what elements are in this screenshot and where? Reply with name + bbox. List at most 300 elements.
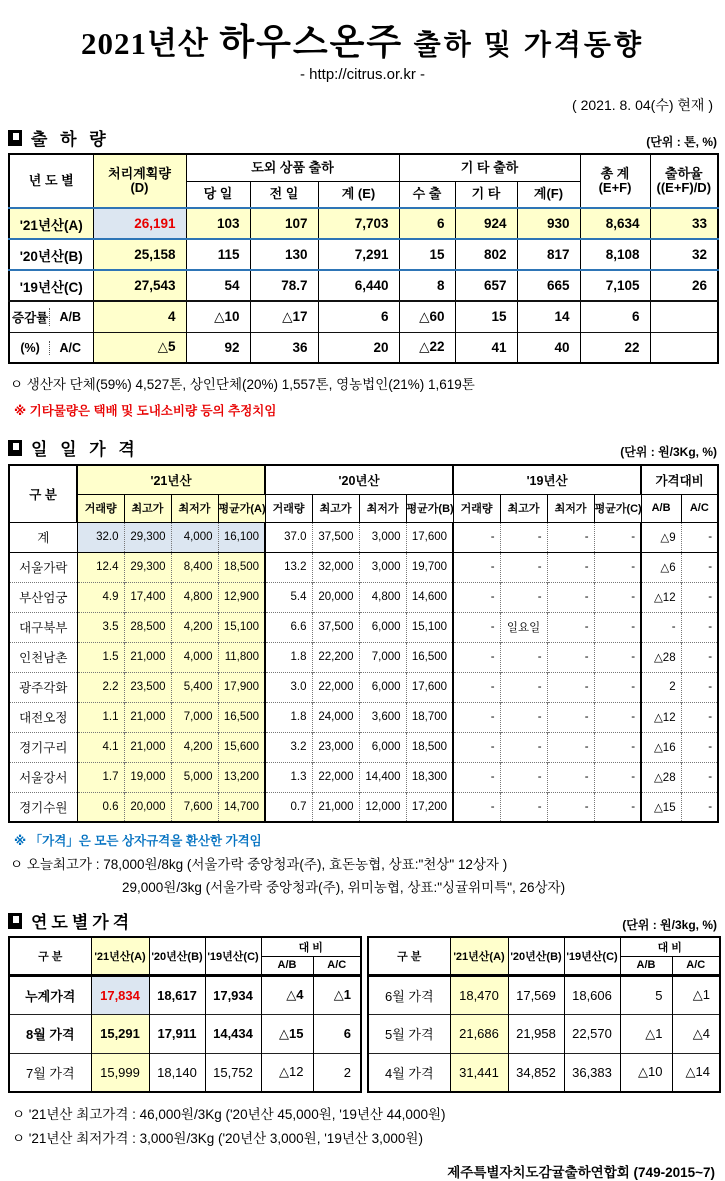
data-cell: 3,000 (359, 552, 406, 582)
data-cell: 3,000 (359, 522, 406, 552)
data-cell: 92 (186, 332, 250, 363)
data-cell: 15,291 (91, 1014, 149, 1053)
data-cell: 3,600 (359, 702, 406, 732)
data-cell: 1.7 (77, 762, 124, 792)
row-label: 대구북부 (9, 612, 77, 642)
table-row (9, 239, 718, 270)
row-label (9, 332, 93, 363)
data-cell: △10 (620, 1053, 672, 1092)
data-cell: 25,158 (93, 239, 186, 270)
data-cell: - (547, 552, 594, 582)
data-cell: 16,500 (218, 702, 265, 732)
data-cell: 40 (517, 332, 580, 363)
data-cell: △1 (313, 975, 361, 1014)
data-cell: 18,300 (406, 762, 453, 792)
data-cell: 4,000 (171, 642, 218, 672)
table-row (9, 270, 718, 301)
data-cell: 18,500 (406, 732, 453, 762)
col-header-ab: A/B (641, 494, 681, 522)
data-cell: 14,434 (205, 1014, 261, 1053)
table-row (9, 792, 718, 822)
data-cell: - (500, 702, 547, 732)
row-label: 서울가락 (9, 552, 77, 582)
yearly-tables (8, 936, 717, 1093)
col-header-total-line2: (E+F) (598, 180, 632, 195)
group-header-y21: '21년산 (77, 465, 265, 494)
row-label: 광주각화 (9, 672, 77, 702)
data-cell: 6 (318, 301, 399, 332)
data-cell: 17,600 (406, 522, 453, 552)
table-row (9, 332, 718, 363)
data-cell: 7,291 (318, 239, 399, 270)
data-cell: 5,000 (171, 762, 218, 792)
table-row (9, 975, 361, 1014)
data-cell: 일요일 (500, 612, 547, 642)
col-header-high-21: 최고가 (124, 494, 171, 522)
row-label: 계 (9, 522, 77, 552)
data-cell: △22 (399, 332, 455, 363)
data-cell: - (547, 522, 594, 552)
data-cell: △12 (641, 702, 681, 732)
col-header-rate (650, 154, 718, 208)
group-header-compare: 가격대비 (641, 465, 718, 494)
data-cell: 1.3 (265, 762, 312, 792)
row-label: 경기수원 (9, 792, 77, 822)
col-header-offisland: 도외 상품 출하 (186, 154, 399, 181)
data-cell: 3.2 (265, 732, 312, 762)
data-cell (650, 332, 718, 363)
col-header-y20b: '20년산(B) (508, 937, 564, 975)
section-box-icon (8, 913, 22, 929)
col-header-etc: 기 타 (455, 181, 517, 208)
col-header-total-line1: 총 계 (600, 166, 630, 182)
data-cell: 6 (313, 1014, 361, 1053)
data-cell: 7,600 (171, 792, 218, 822)
data-cell: 26,191 (93, 208, 186, 239)
data-cell: - (594, 642, 641, 672)
producer-note: ㅇ 생산자 단체(59%) 4,527톤, 상인단체(20%) 1,557톤, 영농법인(21%) 1,619톤 (10, 377, 475, 392)
data-cell: - (641, 612, 681, 642)
data-cell: 817 (517, 239, 580, 270)
data-cell: 930 (517, 208, 580, 239)
data-cell: 1.8 (265, 702, 312, 732)
data-cell: 17,900 (218, 672, 265, 702)
data-cell: 17,834 (91, 975, 149, 1014)
data-cell (650, 301, 718, 332)
col-header-compare: 대 비 (620, 937, 720, 956)
yearly-unit: (단위 : 원/3kg, %) (622, 918, 717, 932)
section-shipment-label: 출 하 량 (31, 130, 110, 149)
data-cell: 26 (650, 270, 718, 301)
table-row (9, 732, 718, 762)
daily-price-table (8, 464, 719, 823)
data-cell: 14,700 (218, 792, 265, 822)
row-label: 5월 가격 (368, 1014, 450, 1053)
data-cell: - (681, 612, 718, 642)
col-header-rate-line2: ((E+F)/D) (656, 180, 712, 195)
data-cell: - (453, 702, 500, 732)
data-cell: 17,934 (205, 975, 261, 1014)
data-cell: 4.1 (77, 732, 124, 762)
col-header-ac: A/C (313, 956, 361, 975)
col-header-sameday: 당 일 (186, 181, 250, 208)
data-cell: - (681, 792, 718, 822)
data-cell: 21,958 (508, 1014, 564, 1053)
daily-unit: (단위 : 원/3Kg, %) (620, 445, 717, 459)
data-cell: - (547, 672, 594, 702)
data-cell: 22 (580, 332, 650, 363)
data-cell: 107 (250, 208, 318, 239)
data-cell: 21,686 (450, 1014, 508, 1053)
shipment-table (8, 153, 719, 364)
col-header-avgA: 평균가(A) (218, 494, 265, 522)
col-header-gubun: 구 분 (9, 937, 91, 975)
data-cell: - (453, 672, 500, 702)
page-title (0, 14, 725, 65)
row-label: '21년산(A) (9, 208, 93, 239)
data-cell: 18,700 (406, 702, 453, 732)
data-cell: - (547, 582, 594, 612)
data-cell: 18,606 (564, 975, 620, 1014)
data-cell: △28 (641, 642, 681, 672)
table-row (368, 1053, 720, 1092)
data-cell: - (500, 522, 547, 552)
data-cell: 8,108 (580, 239, 650, 270)
col-header-qty-21: 거래량 (77, 494, 124, 522)
data-cell: - (594, 582, 641, 612)
data-cell: 14,600 (406, 582, 453, 612)
data-cell: - (681, 732, 718, 762)
data-cell: 22,000 (312, 762, 359, 792)
data-cell: - (594, 792, 641, 822)
etc-volume-note: ※ 기타물량은 택배 및 도내소비량 등의 추정치임 (14, 404, 277, 418)
section-box-icon (8, 130, 22, 146)
table-row (368, 1014, 720, 1053)
data-cell: 6,000 (359, 612, 406, 642)
data-cell: - (547, 792, 594, 822)
table-row (9, 301, 718, 332)
col-header-export: 수 출 (399, 181, 455, 208)
data-cell: 18,617 (149, 975, 205, 1014)
data-cell: △12 (641, 582, 681, 612)
col-header-y19c: '19년산(C) (564, 937, 620, 975)
data-cell: 7,105 (580, 270, 650, 301)
table-row (9, 612, 718, 642)
data-cell: 34,852 (508, 1053, 564, 1092)
data-cell: 15,752 (205, 1053, 261, 1092)
data-cell: △4 (672, 1014, 720, 1053)
data-cell: - (453, 582, 500, 612)
data-cell: 22,570 (564, 1014, 620, 1053)
data-cell: 78.7 (250, 270, 318, 301)
data-cell: 36,383 (564, 1053, 620, 1092)
data-cell: △4 (261, 975, 313, 1014)
data-cell: 18,140 (149, 1053, 205, 1092)
data-cell: 8 (399, 270, 455, 301)
data-cell: 2 (313, 1053, 361, 1092)
section-daily-label: 일 일 가 격 (31, 440, 139, 459)
data-cell: 21,000 (124, 732, 171, 762)
data-cell: 6.6 (265, 612, 312, 642)
data-cell: 130 (250, 239, 318, 270)
data-cell: 21,000 (124, 702, 171, 732)
data-cell: △15 (641, 792, 681, 822)
data-cell: 23,000 (312, 732, 359, 762)
today-high-note: ㅇ 오늘최고가 : 78,000원/8kg (서울가락 중앙청과(주), 효돈농협, 상표:"천상" 12상자 ) (10, 857, 508, 872)
data-cell: 5 (620, 975, 672, 1014)
data-cell: - (500, 672, 547, 702)
data-cell: - (547, 702, 594, 732)
row-label: 대전오정 (9, 702, 77, 732)
table-row (9, 582, 718, 612)
data-cell: 17,600 (406, 672, 453, 702)
data-cell: - (453, 552, 500, 582)
data-cell: 3.5 (77, 612, 124, 642)
report-date: ( 2021. 8. 04(수) 현재 ) (572, 97, 713, 113)
data-cell: 13.2 (265, 552, 312, 582)
data-cell: 32.0 (77, 522, 124, 552)
data-cell: 8,634 (580, 208, 650, 239)
data-cell: 54 (186, 270, 250, 301)
data-cell: 29,300 (124, 522, 171, 552)
data-cell: 17,569 (508, 975, 564, 1014)
data-cell: △5 (93, 332, 186, 363)
data-cell: 3.0 (265, 672, 312, 702)
data-cell: 7,000 (171, 702, 218, 732)
data-cell: 15 (455, 301, 517, 332)
data-cell: 29,300 (124, 552, 171, 582)
col-header-ac: A/C (672, 956, 720, 975)
data-cell: - (594, 762, 641, 792)
data-cell: - (594, 522, 641, 552)
data-cell: 15,999 (91, 1053, 149, 1092)
row-label: '19년산(C) (9, 270, 93, 301)
data-cell: - (453, 642, 500, 672)
table-row (9, 702, 718, 732)
data-cell: △1 (620, 1014, 672, 1053)
data-cell: 16,500 (406, 642, 453, 672)
data-cell: - (594, 552, 641, 582)
data-cell: - (453, 792, 500, 822)
data-cell: 18,500 (218, 552, 265, 582)
data-cell: 4,800 (171, 582, 218, 612)
data-cell: 32,000 (312, 552, 359, 582)
data-cell: 4 (93, 301, 186, 332)
row-label-part: A/C (59, 340, 81, 355)
row-label: 7월 가격 (9, 1053, 91, 1092)
col-header-ab: A/B (261, 956, 313, 975)
row-label: 인천남촌 (9, 642, 77, 672)
site-url[interactable]: - http://citrus.or.kr - (299, 66, 426, 83)
data-cell: 19,700 (406, 552, 453, 582)
row-label-part: (%) (12, 341, 50, 355)
data-cell: 22,200 (312, 642, 359, 672)
yearly-table-left (8, 936, 362, 1093)
data-cell: 657 (455, 270, 517, 301)
table-row (9, 522, 718, 552)
data-cell: 11,800 (218, 642, 265, 672)
data-cell: △1 (672, 975, 720, 1014)
col-header-qty-20: 거래량 (265, 494, 312, 522)
data-cell: △60 (399, 301, 455, 332)
table-row (9, 762, 718, 792)
data-cell: 14,400 (359, 762, 406, 792)
data-cell: 7,000 (359, 642, 406, 672)
data-cell: 13,200 (218, 762, 265, 792)
section-daily-title (8, 435, 139, 460)
data-cell: 0.6 (77, 792, 124, 822)
data-cell: 1.8 (265, 642, 312, 672)
data-cell: △9 (641, 522, 681, 552)
data-cell: - (547, 612, 594, 642)
col-header-y19c: '19년산(C) (205, 937, 261, 975)
data-cell: - (681, 702, 718, 732)
row-label: 서울강서 (9, 762, 77, 792)
data-cell: 2 (641, 672, 681, 702)
data-cell: 21,000 (312, 792, 359, 822)
data-cell: 6,440 (318, 270, 399, 301)
data-cell: 12,000 (359, 792, 406, 822)
col-header-total (580, 154, 650, 208)
year-low-note: ㅇ '21년산 최저가격 : 3,000원/3Kg ('20년산 3,000원, '19년산 3,000원) (12, 1131, 423, 1146)
data-cell: 17,200 (406, 792, 453, 822)
shipment-unit: (단위 : 톤, %) (646, 135, 717, 149)
col-header-low-19: 최저가 (547, 494, 594, 522)
data-cell: - (500, 762, 547, 792)
col-header-y20b: '20년산(B) (149, 937, 205, 975)
col-header-ac: A/C (681, 494, 718, 522)
data-cell: 665 (517, 270, 580, 301)
col-header-prevday: 전 일 (250, 181, 318, 208)
section-box-icon (8, 440, 22, 456)
data-cell: 4,000 (171, 522, 218, 552)
data-cell: △6 (641, 552, 681, 582)
row-label (9, 301, 93, 332)
col-header-plan-line2: (D) (130, 180, 149, 195)
row-label-part: A/B (59, 309, 81, 324)
col-header-gubun: 구 분 (9, 465, 77, 522)
row-label: 6월 가격 (368, 975, 450, 1014)
data-cell: - (681, 642, 718, 672)
col-header-plan (93, 154, 186, 208)
col-header-ab: A/B (620, 956, 672, 975)
col-header-rate-line1: 출하율 (664, 166, 703, 182)
data-cell: 12,900 (218, 582, 265, 612)
data-cell: 0.7 (265, 792, 312, 822)
section-yearly-title (8, 908, 133, 933)
data-cell: - (594, 732, 641, 762)
data-cell: 20 (318, 332, 399, 363)
data-cell: 6,000 (359, 732, 406, 762)
data-cell: - (594, 612, 641, 642)
data-cell: 5.4 (265, 582, 312, 612)
data-cell: △12 (261, 1053, 313, 1092)
data-cell: 27,543 (93, 270, 186, 301)
col-header-low-21: 최저가 (171, 494, 218, 522)
data-cell: △15 (261, 1014, 313, 1053)
data-cell: 5,400 (171, 672, 218, 702)
data-cell: - (500, 642, 547, 672)
data-cell: 41 (455, 332, 517, 363)
col-header-plan-line1: 처리계획량 (108, 166, 171, 182)
col-header-y21a: '21년산(A) (450, 937, 508, 975)
data-cell: 21,000 (124, 642, 171, 672)
data-cell: 28,500 (124, 612, 171, 642)
data-cell: 20,000 (124, 792, 171, 822)
col-header-y21a: '21년산(A) (91, 937, 149, 975)
data-cell: 103 (186, 208, 250, 239)
data-cell: - (547, 762, 594, 792)
data-cell: 19,000 (124, 762, 171, 792)
col-header-avgC: 평균가(C) (594, 494, 641, 522)
section-yearly-header (8, 908, 717, 933)
data-cell: 8,400 (171, 552, 218, 582)
group-header-y19: '19년산 (453, 465, 641, 494)
title-year: 2021년산 (80, 26, 209, 61)
section-shipment-header (8, 125, 717, 150)
row-label: 8월 가격 (9, 1014, 91, 1053)
row-label: 누계가격 (9, 975, 91, 1014)
data-cell: - (681, 552, 718, 582)
data-cell: - (500, 552, 547, 582)
data-cell: 15,100 (218, 612, 265, 642)
data-cell: 33 (650, 208, 718, 239)
row-label: 경기구리 (9, 732, 77, 762)
data-cell: 32 (650, 239, 718, 270)
data-cell: 924 (455, 208, 517, 239)
data-cell: 6 (399, 208, 455, 239)
data-cell: - (500, 732, 547, 762)
col-header-compare: 대 비 (261, 937, 361, 956)
data-cell: - (594, 672, 641, 702)
col-header-qty-19: 거래량 (453, 494, 500, 522)
section-daily-header (8, 435, 717, 460)
data-cell: 24,000 (312, 702, 359, 732)
yearly-table-right (367, 936, 721, 1093)
data-cell: - (500, 792, 547, 822)
data-cell: 23,500 (124, 672, 171, 702)
data-cell: 7,703 (318, 208, 399, 239)
data-cell: 15,600 (218, 732, 265, 762)
col-header-low-20: 최저가 (359, 494, 406, 522)
row-label: '20년산(B) (9, 239, 93, 270)
col-header-high-20: 최고가 (312, 494, 359, 522)
section-shipment-title (8, 125, 110, 150)
data-cell: 4,800 (359, 582, 406, 612)
title-rest: 출하 및 가격동향 (413, 30, 645, 61)
data-cell: 4.9 (77, 582, 124, 612)
data-cell: 115 (186, 239, 250, 270)
data-cell: - (500, 582, 547, 612)
data-cell: - (547, 732, 594, 762)
col-header-high-19: 최고가 (500, 494, 547, 522)
data-cell: 22,000 (312, 672, 359, 702)
data-cell: - (547, 642, 594, 672)
data-cell: 2.2 (77, 672, 124, 702)
data-cell: 1.1 (77, 702, 124, 732)
col-header-other: 기 타 출하 (399, 154, 580, 181)
row-label-part: 증감률 (12, 308, 50, 326)
col-header-sumE: 계 (E) (318, 181, 399, 208)
data-cell: △14 (672, 1053, 720, 1092)
data-cell: - (594, 702, 641, 732)
data-cell: 4,200 (171, 732, 218, 762)
price-rule-note: ※ 「가격」은 모든 상자규격을 환산한 가격임 (14, 834, 262, 848)
data-cell: 1.5 (77, 642, 124, 672)
data-cell: 36 (250, 332, 318, 363)
data-cell: 17,911 (149, 1014, 205, 1053)
table-row (9, 1014, 361, 1053)
